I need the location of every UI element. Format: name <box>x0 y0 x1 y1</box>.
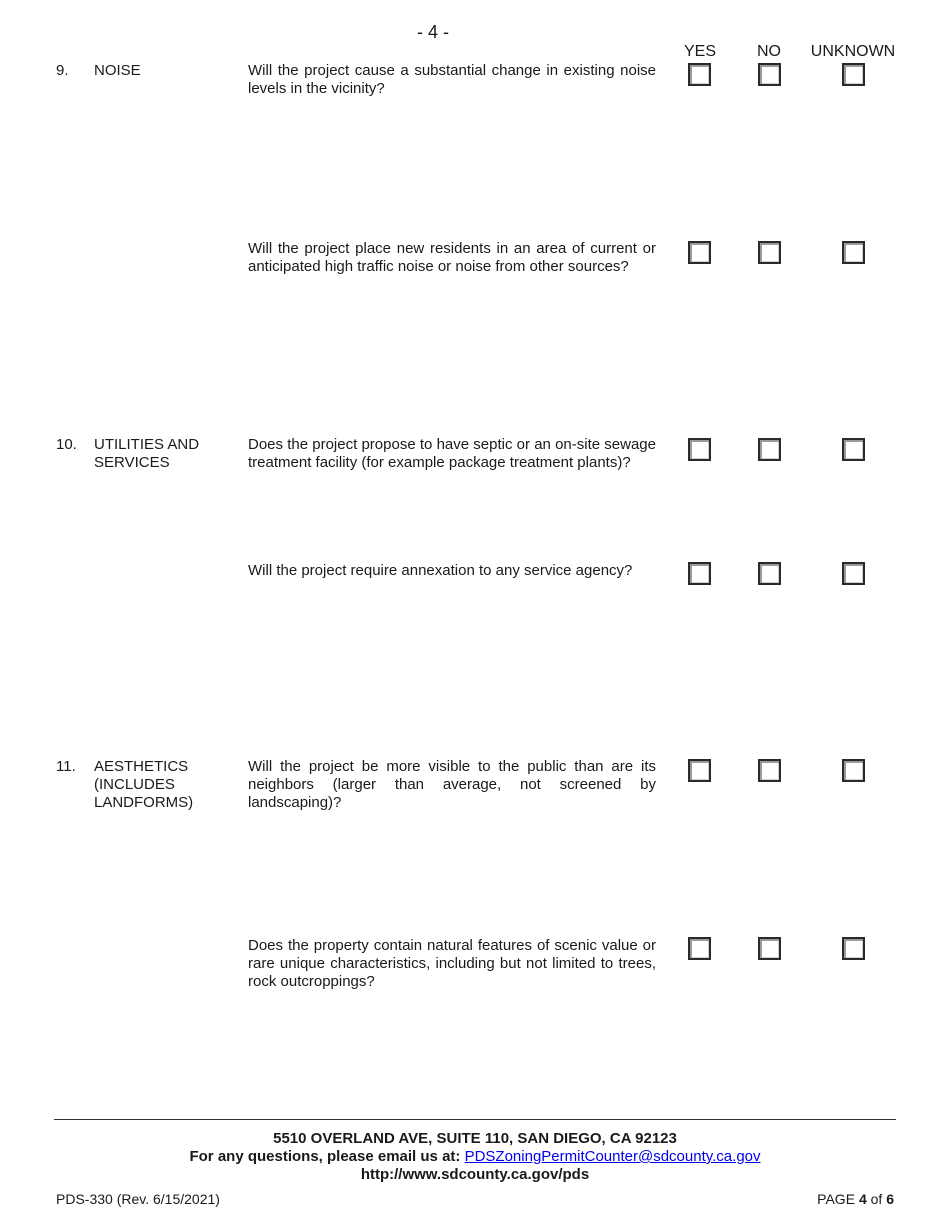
checkbox-unknown[interactable] <box>842 759 865 782</box>
page-current: 4 <box>858 1191 867 1207</box>
category-line: LANDFORMS) <box>94 794 194 811</box>
footer-contact <box>0 1148 950 1166</box>
page-total: 6 <box>886 1191 894 1207</box>
checkbox-yes[interactable] <box>688 937 711 960</box>
question-text: Will the project cause a substantial change in existing noise levels in the vicinity? <box>248 62 656 97</box>
category-line: (INCLUDES <box>94 776 175 793</box>
checkbox-yes[interactable] <box>688 63 711 86</box>
question-text: Does the property contain natural features of scenic value or rare unique characteristics, including but not limited to trees, rock outcroppings? <box>248 937 656 990</box>
checkbox-unknown[interactable] <box>842 438 865 461</box>
checkbox-yes[interactable] <box>688 438 711 461</box>
checkbox-unknown[interactable] <box>842 241 865 264</box>
checkbox-no[interactable] <box>758 241 781 264</box>
footer-website[interactable]: http://www.sdcounty.ca.gov/pds <box>360 1166 590 1183</box>
column-header-unknown: UNKNOWN <box>810 43 896 60</box>
checkbox-unknown[interactable] <box>842 562 865 585</box>
page-of: of <box>870 1191 883 1207</box>
category-line: UTILITIES AND <box>94 436 200 453</box>
checkbox-no[interactable] <box>758 438 781 461</box>
checkbox-no[interactable] <box>758 63 781 86</box>
section-category <box>94 436 199 472</box>
question-text: Will the project require annexation to any service agency? <box>248 562 633 579</box>
section-number: 10. <box>56 436 77 453</box>
checkbox-no[interactable] <box>758 562 781 585</box>
question-text: Does the project propose to have septic or an on-site sewage treatment facility (for example package treatment plants)? <box>248 436 656 471</box>
footer-divider <box>54 1119 896 1120</box>
checkbox-no[interactable] <box>758 937 781 960</box>
form-id: PDS-330 (Rev. 6/15/2021) <box>56 1191 220 1207</box>
page-indicator <box>817 1191 894 1207</box>
section-category: NOISE <box>94 62 141 79</box>
question-text: Will the project be more visible to the public than are its neighbors (larger than average, not screened by landscaping)? <box>248 758 656 811</box>
checkbox-yes[interactable] <box>688 241 711 264</box>
checkbox-unknown[interactable] <box>842 63 865 86</box>
category-line: SERVICES <box>94 454 170 471</box>
section-number: 9. <box>56 62 69 79</box>
column-header-yes: YES <box>683 43 716 60</box>
question-text: Will the project place new residents in an area of current or anticipated high traffic noise or noise from other sources? <box>248 240 656 275</box>
section-number: 11. <box>56 758 76 775</box>
page-marker: - 4 - <box>416 22 449 42</box>
checkbox-yes[interactable] <box>688 759 711 782</box>
column-header-no: NO <box>757 43 781 60</box>
checkbox-no[interactable] <box>758 759 781 782</box>
page-label: PAGE <box>817 1191 856 1207</box>
checkbox-yes[interactable] <box>688 562 711 585</box>
email-prefix: For any questions, please email us at: <box>189 1148 461 1165</box>
category-line: AESTHETICS <box>94 758 189 775</box>
email-link[interactable]: PDSZoningPermitCounter@sdcounty.ca.gov <box>464 1148 761 1165</box>
section-category <box>94 758 193 812</box>
checkbox-unknown[interactable] <box>842 937 865 960</box>
footer-address: 5510 OVERLAND AVE, SUITE 110, SAN DIEGO, CA 92123 <box>273 1130 677 1147</box>
